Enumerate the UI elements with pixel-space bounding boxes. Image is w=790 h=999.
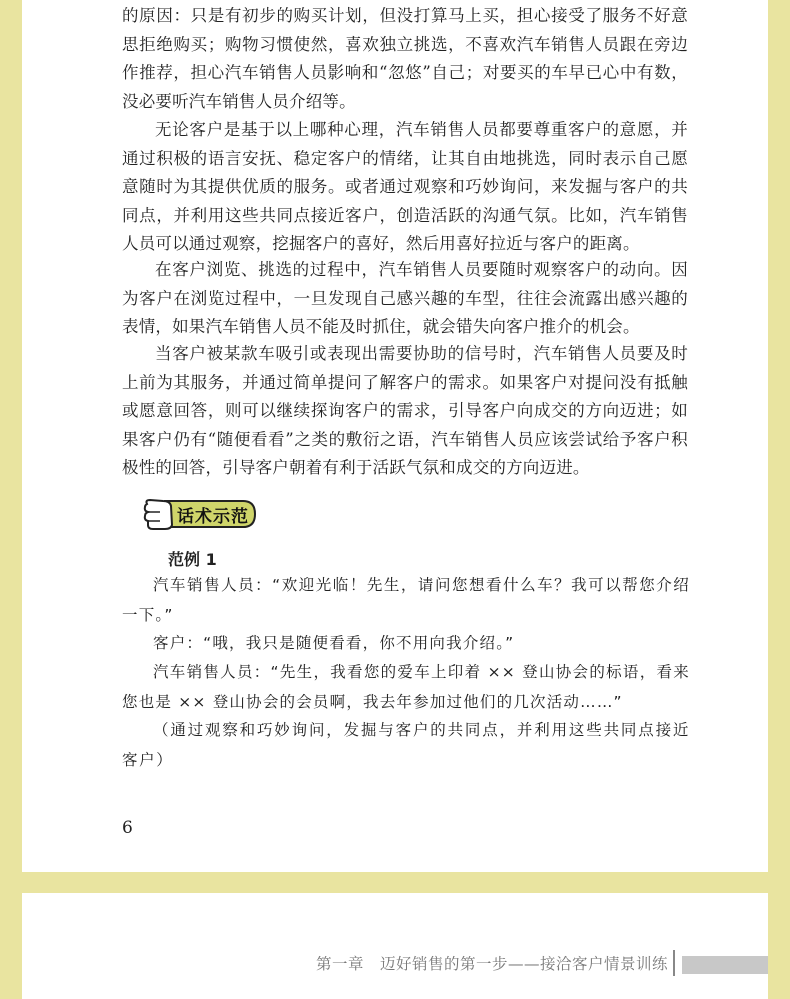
badge-label: 话术示范 (177, 507, 249, 527)
book-page-top (22, 0, 768, 872)
paragraph-3: 在客户浏览、挑选的过程中，汽车销售人员要随时观察客户的动向。因为客户在浏览过程中，一旦发现自己感兴趣的车型，往往会流露出感兴趣的表情，如果汽车销售人员不能及时抓住，就会错失向客户推介的机会。 (122, 260, 688, 337)
footer-bar (682, 956, 768, 974)
dialog-line-salesperson-1: 汽车销售人员：“欢迎光临！先生，请问您想看什么车？我可以帮您介绍一下。” (122, 576, 690, 624)
paragraph-2: 无论客户是基于以上哪种心理，汽车销售人员都要尊重客户的意愿，并通过积极的语言安抚、稳定客户的情绪，让其自由地挑选，同时表示自己愿意随时为其提供优质的服务。或者通过观察和巧妙询问，来发掘与客户的共同点，并利用这些共同点接近客户，创造活跃的沟通气氛。比如，汽车销售人员可以通过观察，挖掘客户的喜好，然后用喜好拉近与客户的距离。 (122, 120, 688, 254)
dialog-line-salesperson-2: 汽车销售人员：“先生，我看您的爱车上印着 ×× 登山协会的标语，看来您也是 ×× 登山协会的会员啊，我去年参加过他们的几次活动……” (122, 663, 690, 711)
dialog-line-customer: 客户：“哦，我只是随便看看，你不用向我介绍。” (153, 634, 515, 652)
example-title: 范例 1 (168, 550, 217, 569)
chapter-running-title: 第一章 迈好销售的第一步——接洽客户情景训练 (315, 955, 668, 973)
book-page-bottom (22, 893, 768, 999)
paragraph-4: 当客户被某款车吸引或表现出需要协助的信号时，汽车销售人员要及时上前为其服务，并通过简单提问了解客户的需求。如果客户对提问没有抵触或愿意回答，则可以继续探询客户的需求，引导客户向成交的方向迈进；如果客户仍有“随便看看”之类的敷衍之语，汽车销售人员应该尝试给予客户积极性的回答，引导客户朝着有利于活跃气氛和成交的方向迈进。 (122, 344, 688, 478)
dialog-note: （通过观察和巧妙询问，发掘与客户的共同点，并利用这些共同点接近客户） (122, 721, 690, 769)
footer-divider (673, 950, 675, 976)
section-badge (143, 495, 257, 533)
page-number: 6 (122, 818, 133, 838)
paragraph-1: 的原因：只是有初步的购买计划，但没打算马上买，担心接受了服务不好意思拒绝购买；购物习惯使然，喜欢独立挑选，不喜欢汽车销售人员跟在旁边作推荐，担心汽车销售人员影响和“忽悠”自己；对要买的车早已心中有数，没必要听汽车销售人员介绍等。 (122, 6, 688, 111)
